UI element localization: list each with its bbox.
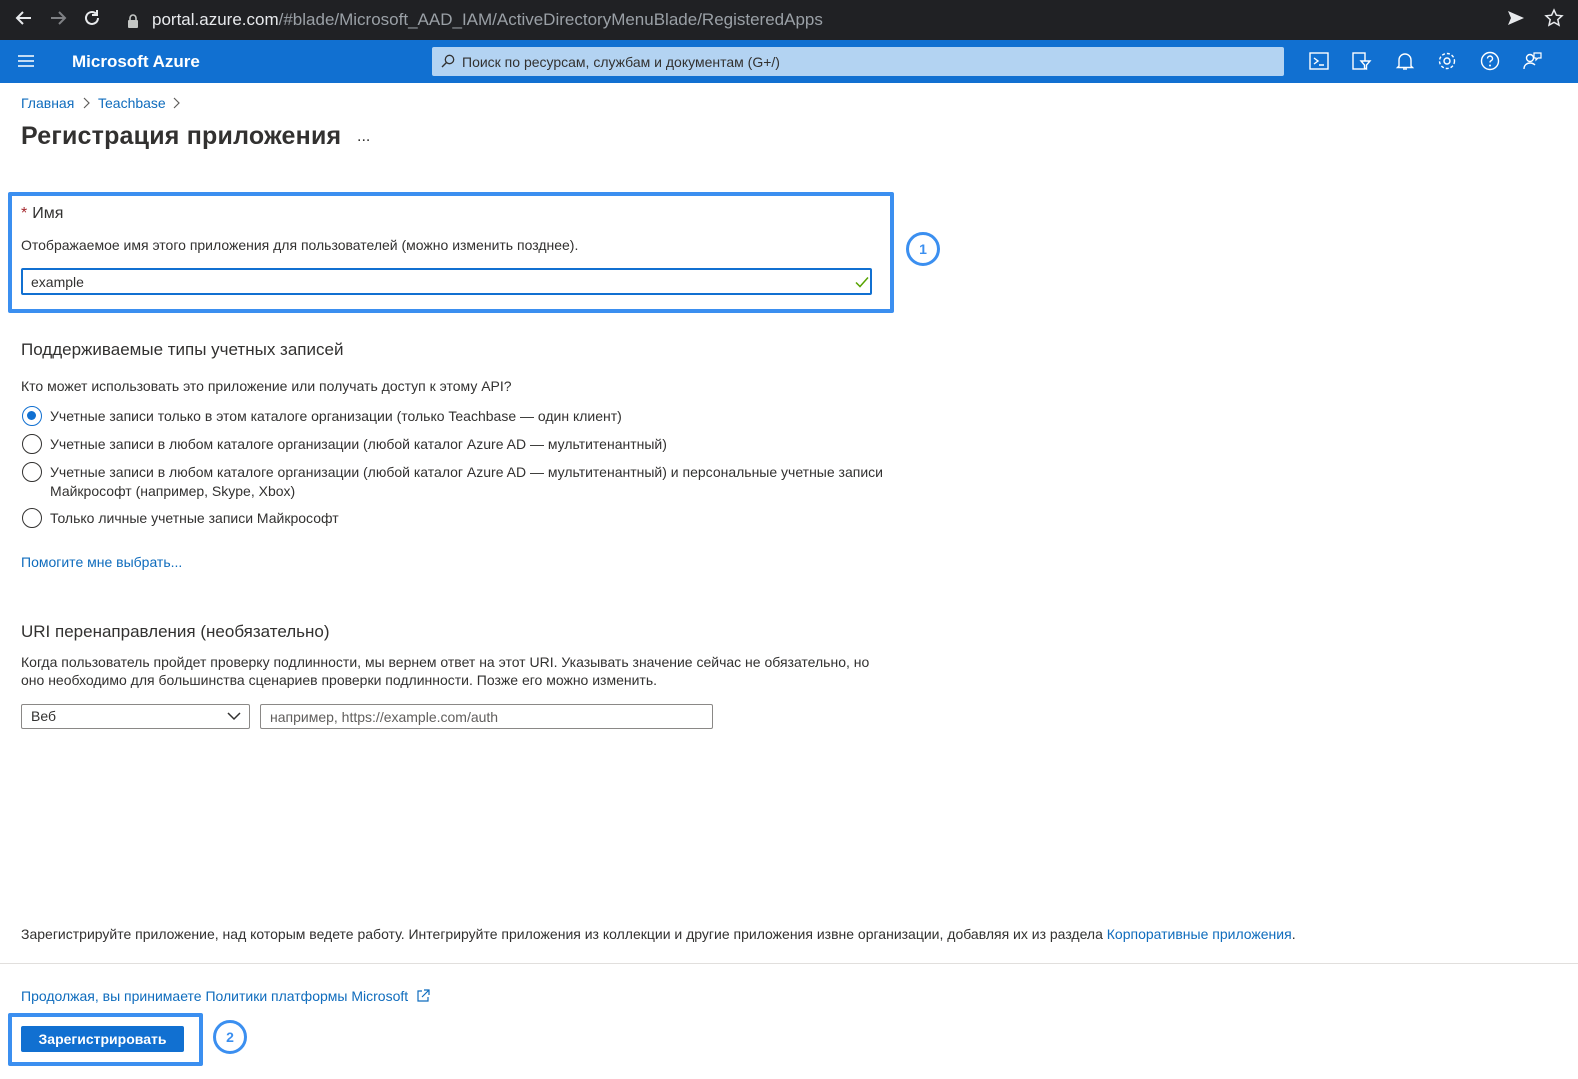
redirect-uri-description-line1: Когда пользователь пройдет проверку подлинности, мы вернем ответ на этот URI. Указывать значение сейчас не обязательно, но xyxy=(21,654,870,670)
app-name-field[interactable] xyxy=(21,268,872,295)
required-asterisk: * xyxy=(21,205,28,222)
send-icon[interactable] xyxy=(1506,8,1526,34)
breadcrumb-home-link[interactable]: Главная xyxy=(21,95,75,111)
enterprise-apps-link[interactable]: Корпоративные приложения xyxy=(1106,926,1292,942)
url-path: /#blade/Microsoft_AAD_IAM/ActiveDirectoryMenuBlade/RegisteredApps xyxy=(278,10,823,29)
breadcrumb-chevron-icon xyxy=(172,93,180,112)
help-question-icon[interactable] xyxy=(1479,50,1503,74)
radio-personal-only[interactable] xyxy=(22,508,42,528)
platform-select-value: Веб xyxy=(31,708,56,724)
directory-filter-icon[interactable] xyxy=(1350,50,1374,74)
brand-name[interactable]: Microsoft Azure xyxy=(72,52,200,71)
platform-policies-text: Продолжая, вы принимаете Политики платформы Microsoft xyxy=(21,988,409,1004)
step-1-marker: 1 xyxy=(906,232,940,266)
browser-toolbar xyxy=(0,0,1578,40)
radio-multi-tenant-personal-label-line2[interactable]: Майкрософт (например, Skype, Xbox) xyxy=(50,483,296,499)
forward-arrow-icon[interactable] xyxy=(48,8,68,34)
platform-select[interactable] xyxy=(21,704,250,729)
breadcrumb-chevron-icon xyxy=(82,93,90,112)
url-host: portal.azure.com xyxy=(152,10,279,29)
global-search[interactable] xyxy=(432,47,1284,76)
chevron-down-icon xyxy=(227,711,241,721)
reload-icon[interactable] xyxy=(82,8,102,34)
radio-single-tenant[interactable] xyxy=(22,406,42,426)
redirect-uri-description-line2: оно необходимо для большинства сценариев проверки подлинности. Позже его можно изменить. xyxy=(21,672,658,688)
lock-icon xyxy=(127,11,139,35)
app-name-input[interactable] xyxy=(31,272,831,292)
radio-multi-tenant-label[interactable]: Учетные записи в любом каталоге организации (любой каталог Azure AD — мультитенантный) xyxy=(50,436,667,452)
page-title: Регистрация приложения xyxy=(21,122,342,150)
cloud-shell-icon[interactable] xyxy=(1308,50,1332,74)
redirect-uri-title: URI перенаправления (необязательно) xyxy=(21,622,330,641)
name-description: Отображаемое имя этого приложения для пользователей (можно изменить позднее). xyxy=(21,237,579,253)
footer-note-end: . xyxy=(1291,926,1296,942)
search-icon xyxy=(441,54,455,73)
footer-note-text: Зарегистрируйте приложение, над которым ведете работу. Интегрируйте приложения из коллекции и другие приложения извне организации, добавляя их из раздела xyxy=(21,926,1107,942)
settings-gear-icon[interactable] xyxy=(1436,50,1460,74)
breadcrumb-tenant-link[interactable]: Teachbase xyxy=(98,95,166,111)
address-bar[interactable] xyxy=(152,10,823,30)
azure-top-bar xyxy=(0,40,1578,83)
external-link-icon xyxy=(416,989,430,1003)
radio-multi-tenant-personal[interactable] xyxy=(22,462,42,482)
account-types-title: Поддерживаемые типы учетных записей xyxy=(21,340,344,359)
feedback-icon[interactable] xyxy=(1521,50,1545,74)
step-2-marker: 2 xyxy=(213,1020,247,1054)
footer-divider xyxy=(0,963,1578,964)
help-me-choose-link[interactable]: Помогите мне выбрать... xyxy=(21,554,183,570)
radio-multi-tenant[interactable] xyxy=(22,434,42,454)
footer-note xyxy=(21,925,1296,944)
notifications-bell-icon[interactable] xyxy=(1394,50,1418,74)
redirect-uri-input[interactable] xyxy=(270,707,700,726)
hamburger-menu-icon[interactable] xyxy=(17,53,35,74)
name-label-text: Имя xyxy=(32,205,64,222)
search-input[interactable] xyxy=(462,47,1272,76)
valid-check-icon xyxy=(854,274,870,290)
bookmark-star-icon[interactable] xyxy=(1544,8,1564,34)
platform-policies-link[interactable] xyxy=(21,987,430,1006)
radio-multi-tenant-personal-label[interactable]: Учетные записи в любом каталоге организации (любой каталог Azure AD — мультитенантный) и персональные учетные записи xyxy=(50,464,883,480)
redirect-uri-field[interactable] xyxy=(260,704,713,729)
register-button[interactable]: Зарегистрировать xyxy=(21,1026,184,1052)
account-types-question: Кто может использовать это приложение или получать доступ к этому API? xyxy=(21,378,512,394)
name-label xyxy=(21,205,63,223)
radio-personal-only-label[interactable]: Только личные учетные записи Майкрософт xyxy=(50,510,339,526)
more-options-button[interactable]: ... xyxy=(357,128,371,145)
back-arrow-icon[interactable] xyxy=(14,8,34,34)
radio-single-tenant-label[interactable]: Учетные записи только в этом каталоге организации (только Teachbase — один клиент) xyxy=(50,408,622,424)
